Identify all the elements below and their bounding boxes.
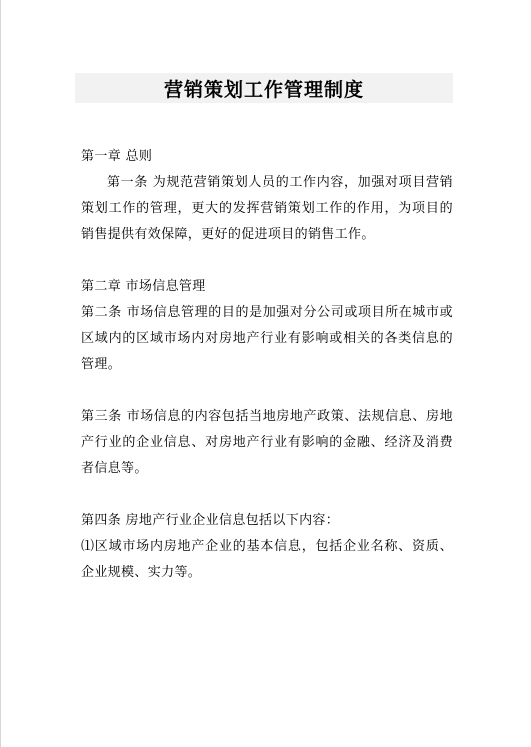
chapter-2-heading: 第二章 市场信息管理 xyxy=(81,279,206,294)
chapter-1-heading: 第一章 总则 xyxy=(81,149,153,164)
spacer xyxy=(81,378,453,404)
article-4-item-1: ⑴区域市场内房地产企业的基本信息，包括企业名称、资质、企业规模、实力等。 xyxy=(81,539,453,580)
document-title: 营销策划工作管理制度 xyxy=(163,78,364,101)
spacer xyxy=(81,482,453,508)
spacer xyxy=(81,248,453,274)
document-body xyxy=(81,144,453,586)
article-1: 第一条 为规范营销策划人员的工作内容，加强对项目营销策划工作的管理，更大的发挥营销策划工作的作用，为项目的销售提供有效保障，更好的促进项目的销售工作。 xyxy=(81,175,453,242)
article-4: 第四条 房地产行业企业信息包括以下内容： xyxy=(81,513,340,528)
article-3: 第三条 市场信息的内容包括当地房地产政策、法规信息、房地产行业的企业信息、对房地产行业有影响的金融、经济及消费者信息等。 xyxy=(81,409,453,476)
article-2: 第二条 市场信息管理的目的是加强对分公司或项目所在城市或区域内的区域市场内对房地产行业有影响或相关的各类信息的管理。 xyxy=(81,305,453,372)
title-banner xyxy=(75,73,453,103)
